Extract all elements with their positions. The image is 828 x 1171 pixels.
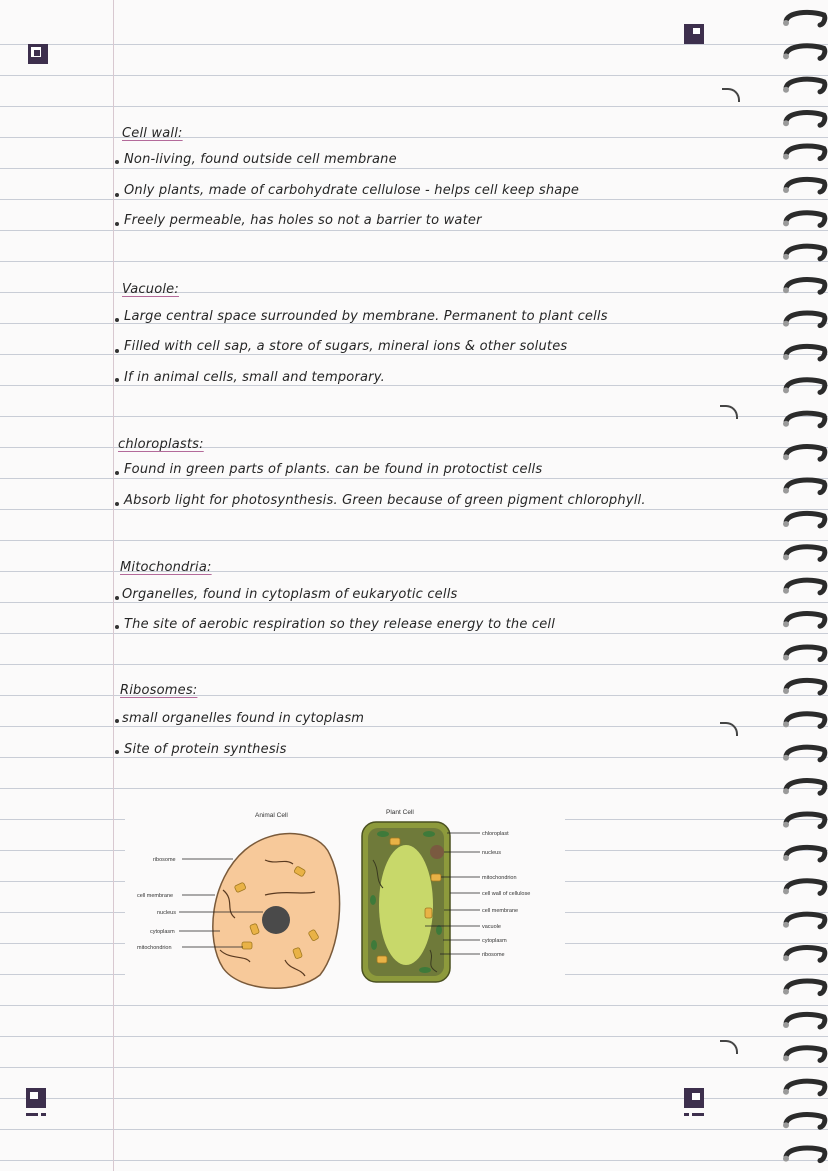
spiral-coil	[786, 1115, 825, 1128]
bullet-dot	[115, 160, 119, 164]
spiral-coil	[786, 380, 825, 393]
corner-dash	[684, 1113, 689, 1116]
corner-dash	[41, 1113, 46, 1116]
binding-hole	[783, 220, 789, 226]
binding-hole	[783, 554, 789, 560]
bullet-dot	[115, 625, 119, 629]
binding-hole	[783, 955, 789, 961]
binding-hole	[783, 387, 789, 393]
cell-diagram-graphic	[125, 800, 565, 1000]
binding-hole	[783, 53, 789, 59]
bullet-dot	[115, 349, 119, 353]
spiral-coil	[786, 881, 825, 894]
binding-hole	[783, 488, 789, 494]
binding-hole	[783, 621, 789, 627]
binding-hole	[783, 688, 789, 694]
bullet-dot	[115, 193, 119, 197]
bullet-dot	[115, 222, 119, 226]
corner-marker-bottom-right	[684, 1088, 704, 1108]
binding-hole	[783, 588, 789, 594]
animal-cell-title: Animal Cell	[255, 812, 288, 819]
bullet-dot	[115, 750, 119, 754]
cell-diagram	[125, 800, 565, 1000]
bullet-dot	[115, 471, 119, 475]
binding-hole	[783, 922, 789, 928]
bullet-dot	[115, 719, 119, 723]
spiral-coil	[786, 781, 825, 794]
corner-marker-bottom-left	[26, 1088, 46, 1108]
binding-hole	[783, 855, 789, 861]
animal-label: mitochondrion	[137, 945, 172, 951]
spiral-coil	[786, 647, 825, 660]
spiral-coil	[786, 1148, 825, 1161]
binding-hole	[783, 454, 789, 460]
binding-hole	[783, 1156, 789, 1162]
note-line: Site of protein synthesis	[124, 742, 287, 757]
plant-label: chloroplast	[482, 831, 509, 837]
spiral-coil	[786, 513, 825, 526]
plant-label: cell membrane	[482, 908, 519, 914]
binding-hole	[783, 421, 789, 427]
spiral-coil	[786, 847, 825, 860]
note-line: Organelles, found in cytoplasm of eukaryotic cells	[122, 587, 458, 602]
binding-hole	[783, 822, 789, 828]
plant-vacuole	[379, 845, 433, 965]
binding-hole	[783, 1022, 789, 1028]
spiral-coil	[786, 246, 825, 259]
binding-hole	[783, 154, 789, 160]
spiral-coil	[786, 547, 825, 560]
animal-label: cell membrane	[137, 893, 174, 899]
spiral-coil	[786, 614, 825, 627]
spiral-coil	[786, 280, 825, 293]
hook-mark	[720, 405, 738, 419]
binding-hole	[783, 187, 789, 193]
corner-dash	[692, 1113, 704, 1116]
binding-hole	[783, 521, 789, 527]
bullet-dot	[115, 502, 119, 506]
hook-mark	[720, 1040, 738, 1054]
corner-marker-top-right	[684, 24, 704, 44]
spiral-coil	[786, 447, 825, 460]
animal-nucleus	[262, 906, 290, 934]
binding-hole	[783, 755, 789, 761]
bullet-dot	[115, 378, 119, 382]
heading-vacuole: Vacuole:	[122, 282, 179, 297]
spiral-coil	[786, 714, 825, 727]
plant-label: nucleus	[482, 850, 501, 856]
binding-hole	[783, 655, 789, 661]
note-line: Only plants, made of carbohydrate cellulose - helps cell keep shape	[124, 183, 580, 198]
animal-label: nucleus	[157, 910, 176, 916]
binding-hole	[783, 1122, 789, 1128]
hook-mark	[720, 722, 738, 736]
spiral-coil	[786, 213, 825, 226]
spiral-coil	[786, 981, 825, 994]
binding-hole	[783, 20, 789, 26]
spiral-coil	[786, 413, 825, 426]
animal-label: cytoplasm	[150, 929, 175, 935]
spiral-coil	[786, 12, 825, 25]
binding-hole	[783, 354, 789, 360]
spiral-coil	[786, 814, 825, 827]
spiral-coil	[786, 179, 825, 192]
note-line: Non-living, found outside cell membrane	[124, 152, 397, 167]
binding-hole	[783, 321, 789, 327]
spiral-coil	[786, 79, 825, 92]
spiral-coil	[786, 313, 825, 326]
spiral-coil	[786, 680, 825, 693]
heading-chloroplasts: chloroplasts:	[118, 437, 204, 452]
hook-mark	[722, 88, 740, 102]
bullet-dot	[115, 596, 119, 600]
spiral-coil	[786, 113, 825, 126]
note-line: Absorb light for photosynthesis. Green because of green pigment chlorophyll.	[124, 493, 646, 508]
spiral-coil	[786, 1014, 825, 1027]
note-line: Freely permeable, has holes so not a barrier to water	[124, 213, 482, 228]
spiral-coil	[786, 346, 825, 359]
note-line: Large central space surrounded by membrane. Permanent to plant cells	[124, 309, 608, 324]
plant-label: mitochondrion	[482, 875, 517, 881]
binding-hole	[783, 989, 789, 995]
plant-label: cytoplasm	[482, 938, 507, 944]
note-line: Filled with cell sap, a store of sugars, mineral ions & other solutes	[124, 339, 568, 354]
plant-label: cell wall of cellulose	[482, 891, 531, 897]
note-line: If in animal cells, small and temporary.	[124, 370, 385, 385]
plant-nucleus	[430, 845, 444, 859]
spiral-coil	[786, 1081, 825, 1094]
binding-hole	[783, 721, 789, 727]
heading-mitochondria: Mitochondria:	[120, 560, 212, 575]
binding-hole	[783, 788, 789, 794]
binding-hole	[783, 87, 789, 93]
spiral-coil	[786, 1048, 825, 1061]
spiral-coil	[786, 914, 825, 927]
binding-hole	[783, 888, 789, 894]
heading-ribosomes: Ribosomes:	[120, 683, 198, 698]
binding-hole	[783, 1089, 789, 1095]
binding-hole	[783, 287, 789, 293]
spiral-coil	[786, 46, 825, 59]
spiral-coil	[786, 747, 825, 760]
heading-cell-wall: Cell wall:	[122, 126, 183, 141]
spiral-coil	[786, 948, 825, 961]
animal-label: ribosome	[153, 857, 176, 863]
spiral-coil	[786, 480, 825, 493]
spiral-binding	[780, 0, 828, 1171]
spiral-coil	[786, 580, 825, 593]
plant-label: vacuole	[482, 924, 501, 930]
bullet-dot	[115, 318, 119, 322]
note-line: Found in green parts of plants. can be found in protoctist cells	[124, 462, 543, 477]
binding-hole	[783, 1055, 789, 1061]
note-line: small organelles found in cytoplasm	[122, 711, 365, 726]
binding-hole	[783, 120, 789, 126]
note-line: The site of aerobic respiration so they release energy to the cell	[124, 617, 556, 632]
corner-dash	[26, 1113, 38, 1116]
binding-hole	[783, 254, 789, 260]
plant-label: ribosome	[482, 952, 505, 958]
margin-line	[113, 0, 114, 1171]
spiral-coil	[786, 146, 825, 159]
plant-cell-title: Plant Cell	[386, 809, 414, 816]
corner-marker-top-left	[28, 44, 48, 64]
